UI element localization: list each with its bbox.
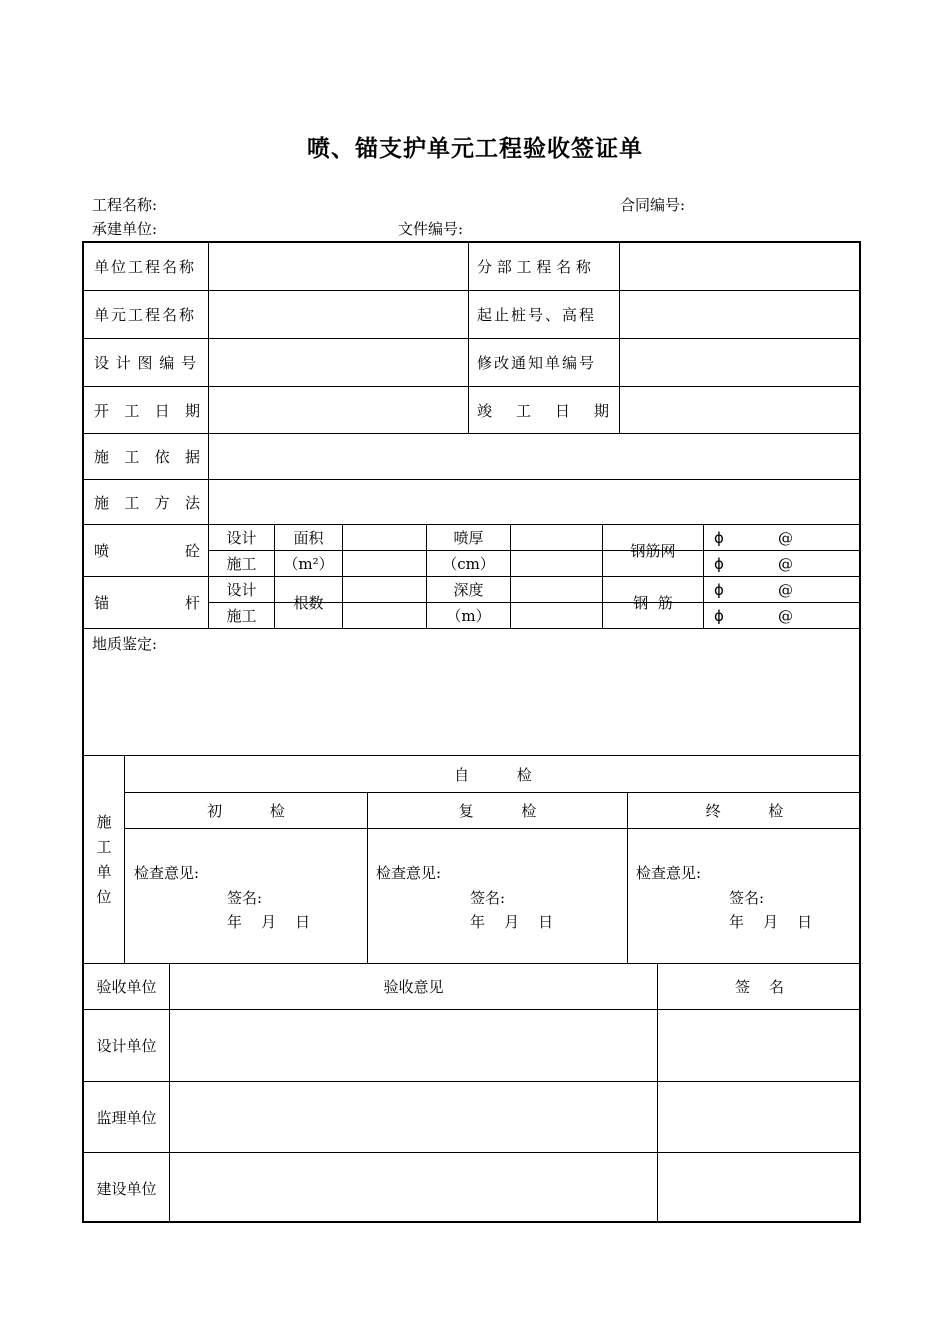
area-unit: （m²） [283,555,334,573]
design-unit-label: 设计单位 [96,1037,157,1055]
thickness-unit: （cm） [442,555,495,573]
drawing-no-label: 设 计 图 编 号 [94,354,198,372]
at-sign-icon: @ [778,528,793,547]
first-check-signature-label: 签名: [227,889,263,907]
rebar-label: 钢 筋 [633,594,673,612]
final-check-date: 年 月 日 [729,913,813,931]
recheck-header: 复 检 [458,802,537,820]
anchor-construct-label: 施工 [226,607,257,625]
mesh-label: 钢筋网 [630,542,676,560]
division-project-label: 分 部 工 程 名 称 [477,258,591,276]
anchor-design-label: 设计 [226,581,257,599]
anchor-bolt-label: 锚 杆 [94,594,200,612]
at-sign-icon: @ [778,606,793,625]
first-check-header: 初 检 [207,802,285,820]
spray-design-label: 设计 [226,529,257,547]
phi-icon: ϕ [714,528,724,547]
spray-concrete-label: 喷 砼 [94,542,200,560]
element-project-label: 单元工程名称 [94,306,197,324]
contract-no-label: 合同编号: [620,196,686,214]
recheck-opinion-label: 检查意见: [376,864,442,882]
self-check-title: 自 检 [454,765,532,784]
construction-method-label: 施 工 方 法 [94,493,200,512]
count-label: 根数 [293,594,324,612]
owner-unit-label: 建设单位 [96,1179,157,1198]
final-check-header: 终 检 [705,802,784,820]
acceptance-sign-header: 签 名 [734,978,785,996]
start-date-label: 开 工 日 期 [94,401,200,420]
geology-label: 地质鉴定: [92,634,158,653]
file-no-label: 文件编号: [398,220,464,238]
construction-unit-label: 施 工 单 位 [96,813,112,906]
acceptance-form [82,241,861,1223]
first-check-date: 年 月 日 [227,913,311,931]
phi-icon: ϕ [714,606,724,625]
depth-unit: （m） [446,607,491,625]
depth-label: 深度 [453,581,484,599]
supervision-unit-label: 监理单位 [96,1108,157,1127]
phi-icon: ϕ [714,554,724,573]
page-title: 喷、锚支护单元工程验收签证单 [307,136,643,162]
recheck-date: 年 月 日 [470,913,554,931]
acceptance-opinion-header: 验收意见 [383,978,444,996]
project-name-label: 工程名称: [92,196,158,214]
final-check-signature-label: 签名: [729,889,765,907]
recheck-signature-label: 签名: [470,889,506,907]
thickness-label: 喷厚 [453,529,484,547]
acceptance-unit-header: 验收单位 [96,978,157,996]
first-check-opinion-label: 检查意见: [134,864,200,882]
spray-construct-label: 施工 [226,555,257,573]
station-elevation-label: 起止桩号、高程 [477,306,597,324]
phi-icon: ϕ [714,580,724,599]
final-check-opinion-label: 检查意见: [636,864,702,882]
notice-no-label: 修改通知单编号 [477,354,597,372]
end-date-label: 竣 工 日 期 [477,401,609,420]
unit-project-label: 单位工程名称 [94,258,197,276]
contractor-label: 承建单位: [92,220,158,238]
construction-basis-label: 施 工 依 据 [94,448,200,466]
area-label: 面积 [293,529,324,547]
at-sign-icon: @ [778,580,793,599]
at-sign-icon: @ [778,554,793,573]
